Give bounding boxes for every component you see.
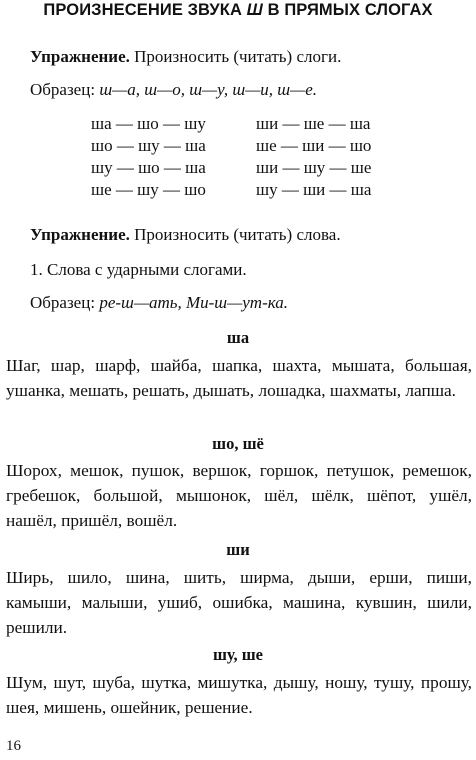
group-words-shu: Шум, шут, шуба, шутка, мишутка, дышу, ношу, тушу, прошу, шея, мишень, ошейник, решение. <box>6 673 472 717</box>
exercise2-instruction <box>30 225 341 245</box>
exercise1-sample <box>30 80 317 100</box>
exercise2-sample <box>30 293 288 313</box>
exercise2-text: Произносить (читать) слова. <box>129 225 341 244</box>
sample-text: ре-ш—ать, Ми-ш—ут-ка. <box>99 293 289 312</box>
syllable-left-4: ше — шу — шо <box>91 180 206 199</box>
exercise1-label: Упражнение. <box>30 47 130 66</box>
syllable-left-2: шо — шу — ша <box>91 136 206 155</box>
page-title <box>0 1 476 20</box>
exercise1-instruction <box>30 47 341 67</box>
title-text: ПРОИЗНЕСЕНИЕ ЗВУКА <box>43 1 247 19</box>
group-heading-sho: шо, шё <box>212 434 264 453</box>
group-words-sha: Шаг, шар, шарф, шайба, шапка, шахта, мышата, большая, ушанка, мешать, решать, дышать, лошадка, шахматы, лапша. <box>6 356 472 400</box>
syllable-right-2: ше — ши — шо <box>256 136 372 155</box>
page-number: 16 <box>6 738 21 754</box>
syllable-right-3: ши — шу — ше <box>256 158 372 177</box>
sample-text: ш—а, ш—о, ш—у, ш—и, ш—е. <box>99 80 318 99</box>
sample-label: Образец: <box>30 80 100 99</box>
group-words-shi: Ширь, шило, шина, шить, ширма, дыши, ерши, пиши, камыши, малыши, ушиб, ошибка, машина, кувшин, шили, решили. <box>6 568 472 637</box>
group-heading-shi: ши <box>226 540 250 559</box>
exercise2-label: Упражнение. <box>30 225 130 244</box>
sample-label: Образец: <box>30 293 100 312</box>
syllable-left-3: шу — шо — ша <box>91 158 206 177</box>
syllable-right-4: шу — ши — ша <box>256 180 372 199</box>
title-letter: Ш <box>246 1 263 19</box>
group-heading-shu: шу, ше <box>212 645 264 664</box>
exercise2-subtitle: 1. Слова с ударными слогами. <box>30 260 247 279</box>
exercise1-text: Произносить (читать) слоги. <box>129 47 342 66</box>
syllable-right-1: ши — ше — ша <box>256 114 371 133</box>
group-words-sho: Шорох, мешок, пушок, вершок, горшок, петушок, ремешок, гребешок, большой, мышонок, шёл, шёлк, шёпот, ушёл, нашёл, пришёл, вошёл. <box>6 461 472 530</box>
group-heading-sha: ша <box>226 328 250 347</box>
syllable-left-1: ша — шо — шу <box>91 114 206 133</box>
title-text-end: В ПРЯМЫХ СЛОГАХ <box>262 1 433 19</box>
